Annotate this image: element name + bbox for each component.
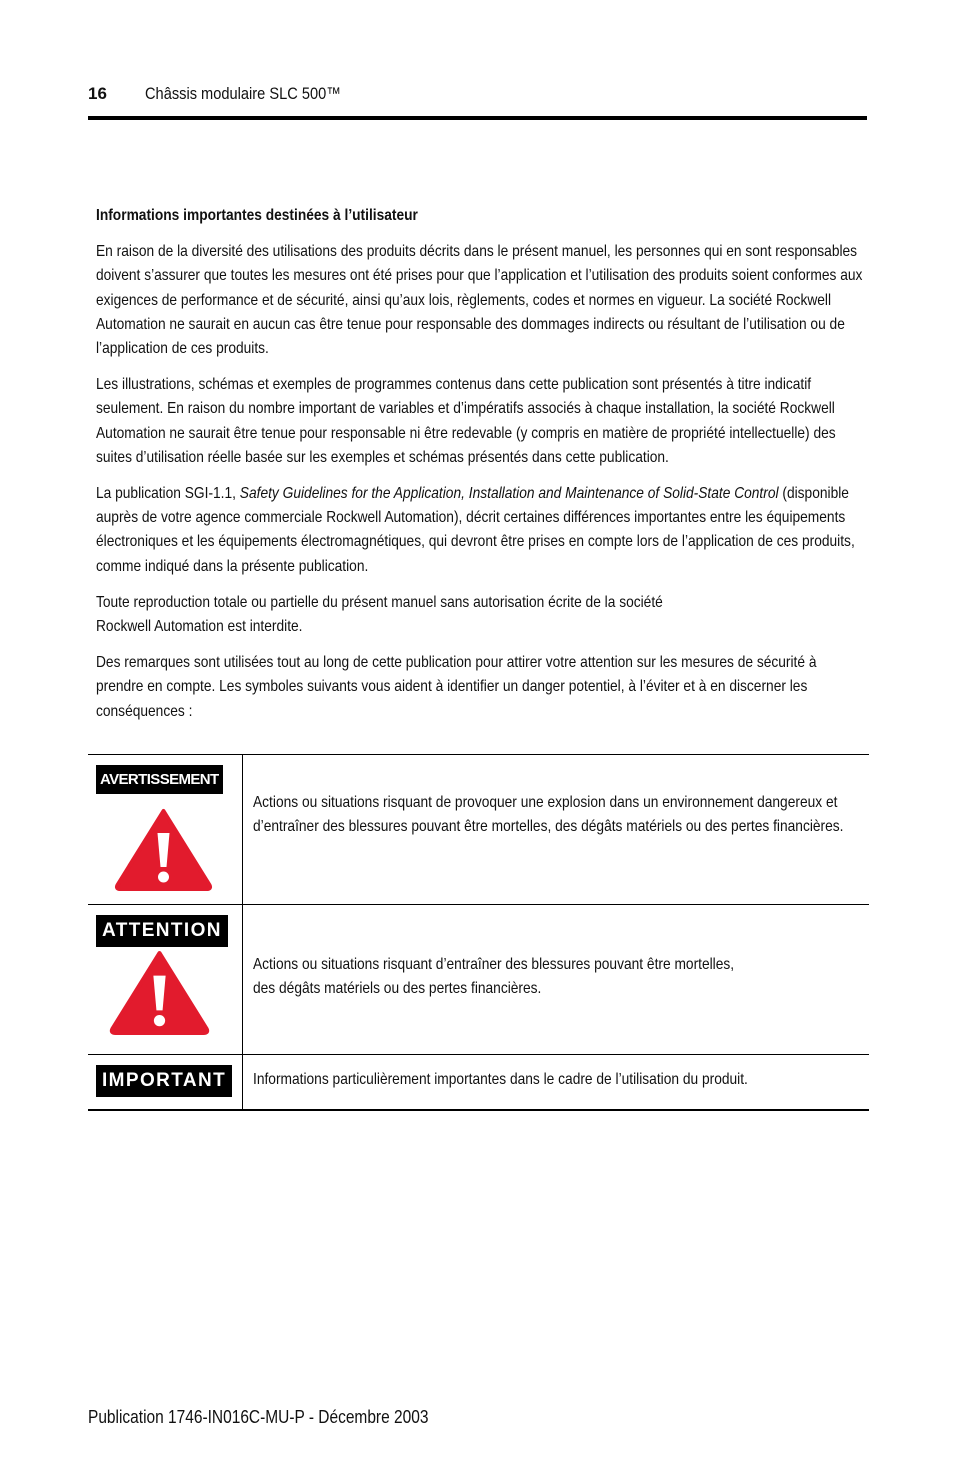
paragraph-illustrations: Les illustrations, schémas et exemples de programmes contenus dans cette publication sont présentés à titre indicatif seulement. En raison du nombre important de variables et d’impératifs associés à chaque installation, la société Rockwell Automation ne saurait être tenue pour responsable ni être redevable (y compris en matière de propriété intellectuelle) des suites d’utilisation réelle basée sur les exemples et schémas présentés dans cette publication.	[96, 376, 836, 466]
notice-row-important	[88, 1055, 869, 1109]
paragraph-responsibility: En raison de la diversité des utilisations des produits décrits dans le présent manuel, les personnes qui en sont responsables doivent s’assurer que toutes les mesures ont été prises pour que l’application et l’utilisation des produits soient conformes aux exigences de performance et de sécurité, ainsi qu’aux lois, règlements, codes et normes en vigueur. La société Rockwell Automation ne saurait en aucun cas être tenue pour responsable des dommages indirects ou résultant de l’utilisation ou de l’application de ces produits.	[96, 243, 863, 358]
sgi-prefix: La publication SGI-1.1,	[96, 485, 240, 503]
sgi-suffix: (disponible auprès de votre agence commerciale Rockwell Automation), décrit certaines différences importantes entre les équipements électroniques et les équipements électromagnétiques, qui devront être prises en compte lors de l’application de ces produits, comme indiqué dans la présente publication.	[96, 485, 855, 575]
notice-table	[88, 754, 869, 1111]
notice-row-attention	[88, 905, 869, 1055]
page-number: 16	[88, 84, 107, 103]
attention-text-line-2: des dégâts matériels ou des pertes financières.	[253, 980, 542, 998]
important-text: Informations particulièrement importantes dans le cadre de l’utilisation du produit.	[253, 1071, 748, 1088]
attention-text-line-1: Actions ou situations risquant d’entraîner des blessures pouvant être mortelles,	[253, 956, 735, 973]
sgi-title: Safety Guidelines for the Application, Installation and Maintenance of Solid-State Control	[239, 485, 779, 503]
warning-text: Actions ou situations risquant de provoquer une explosion dans un environnement dangereux et d’entraîner des blessures pouvant être mortelles, des dégâts matériels ou des pertes financières.	[253, 794, 844, 836]
page-footer: Publication 1746-IN016C-MU-P - Décembre 2003	[88, 1407, 429, 1427]
reproduction-line-1: Toute reproduction totale ou partielle du présent manuel sans autorisation écrite de la société	[96, 593, 663, 611]
attention-icon	[108, 949, 211, 1037]
attention-text	[253, 953, 859, 1001]
warning-badge: AVERTISSEMENT	[96, 765, 223, 794]
header-rule	[88, 116, 867, 120]
paragraph-sgi	[96, 482, 866, 579]
reproduction-line-2: Rockwell Automation est interdite.	[96, 618, 303, 636]
paragraph-remarks: Des remarques sont utilisées tout au long de cette publication pour attirer votre attention sur les mesures de sécurité à prendre en compte. Les symboles suivants vous aident à identifier un danger potentiel, à l’éviter et à en discerner les conséquences :	[96, 654, 817, 720]
page-header	[88, 84, 867, 120]
important-badge: IMPORTANT	[96, 1065, 232, 1097]
warning-icon	[112, 807, 215, 893]
attention-badge: ATTENTION	[96, 915, 228, 947]
main-content	[96, 204, 866, 736]
section-heading: Informations importantes destinées à l’utilisateur	[96, 207, 418, 224]
notice-row-warning	[88, 755, 869, 905]
paragraph-reproduction	[96, 591, 866, 639]
document-title: Châssis modulaire SLC 500™	[145, 84, 341, 103]
